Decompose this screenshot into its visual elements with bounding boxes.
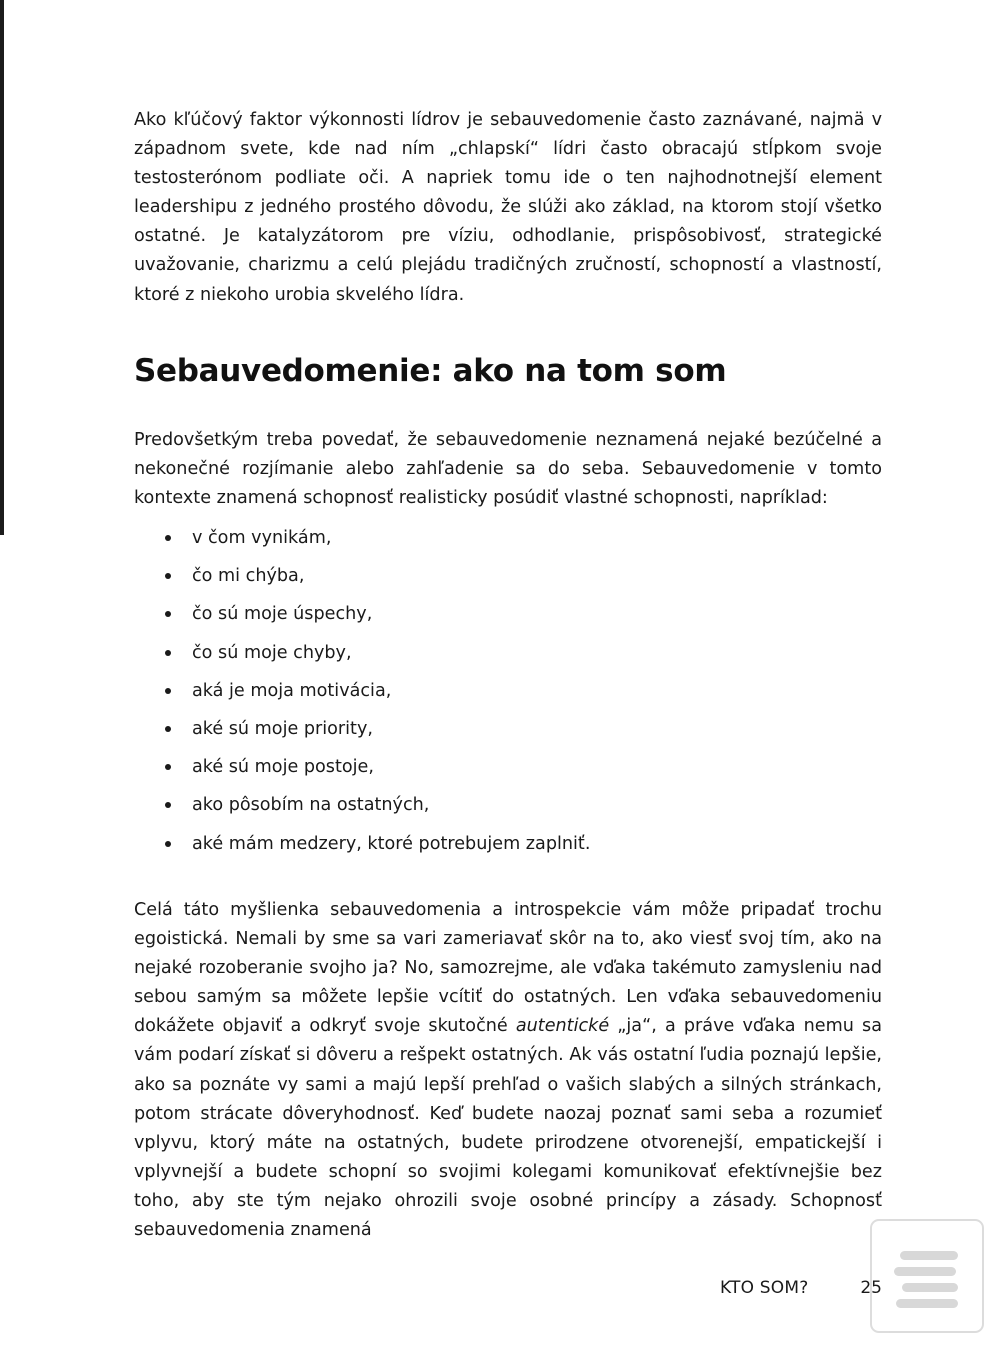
page-footer	[720, 1273, 882, 1303]
list-item-text: čo sú moje úspechy,	[192, 604, 373, 625]
book-stack-icon	[870, 1219, 984, 1333]
book-stack-bar-3	[902, 1283, 958, 1292]
definition-paragraph: Predovšetkým treba povedať, že sebauvedomenie neznamená nejaké bezúčelné a nekonečné rozjímanie alebo zahľadenie sa do seba. Sebauvedomenie v tomto kontexte znamená schopnosť realisticky posúdiť vlastné schopnosti, napríklad:	[134, 430, 882, 509]
bullet-icon	[165, 688, 171, 694]
list-item-text: čo mi chýba,	[192, 566, 305, 587]
list-item-text: aké sú moje priority,	[192, 718, 373, 739]
book-stack-bar-2	[894, 1267, 956, 1276]
list-item	[134, 523, 882, 561]
list-item	[134, 790, 882, 828]
list-item-text: aké sú moje postoje,	[192, 757, 374, 778]
running-title: KTO SOM?	[720, 1278, 809, 1298]
list-item	[134, 829, 882, 867]
list-item-text: aké mám medzery, ktoré potrebujem zaplniť.	[192, 833, 591, 854]
page-number: 25	[860, 1278, 882, 1298]
list-item-text: čo sú moje chyby,	[192, 642, 352, 663]
book-stack-bar-4	[896, 1299, 958, 1308]
list-item-text: aká je moja motivácia,	[192, 680, 392, 701]
list-item	[134, 638, 882, 676]
bullet-icon	[165, 841, 171, 847]
book-stack-bar-1	[900, 1251, 958, 1260]
bullet-icon	[165, 573, 171, 579]
bullet-icon	[165, 802, 171, 808]
discussion-text-start: Celá táto myšlienka sebauvedomenia a introspekcie vám môže pripadať trochu egoistická. Nemali by sme sa vari zameriavať skôr na to, ako viesť svoj tím, ako na nejaké rozoberanie svojho ja? No, samozrejme, ale vďaka takémuto zamysleniu nad sebou samým sa môžete lepšie vcítiť do ostatných. Len vďaka sebauvedomeniu dokážete objaviť a odkryť svoje skutočné	[134, 900, 882, 1037]
list-item	[134, 752, 882, 790]
list-item	[134, 676, 882, 714]
intro-paragraph: Ako kľúčový faktor výkonnosti lídrov je sebauvedomenie často zaznávané, najmä v západnom svete, kde nad ním „chlapskí“ lídri často obracajú stĺpkom svoje testosterónom podliate oči. A napriek tomu ide o ten najhodnotnejší element leadershipu z jedného prostého dôvodu, že slúži ako základ, na ktorom stojí všetko ostatné. Je katalyzátorom pre víziu, odhodlanie, prispôsobivosť, strategické uvažovanie, charizmu a celú plejádu tradičných zručností, schopností a vlastností, ktoré z niekoho urobia skvelého lídra.	[134, 110, 882, 305]
bullet-icon	[165, 611, 171, 617]
bullet-icon	[165, 650, 171, 656]
list-item	[134, 561, 882, 599]
self-assessment-list	[134, 523, 882, 867]
page-spine-shadow	[0, 0, 4, 535]
emphasis-authentic: autentické	[515, 1016, 610, 1037]
bullet-icon	[165, 764, 171, 770]
list-item	[134, 714, 882, 752]
list-item	[134, 599, 882, 637]
discussion-text-end: „ja“, a práve vďaka nemu sa vám podarí získať si dôveru a rešpekt ostatných. Ak vás ostatní ľudia poznajú lepšie, ako sa poznáte vy sami a majú lepší prehľad o vašich slabých a silných stránkach, potom strácate dôveryhodnosť. Keď budete naozaj poznať sami seba a rozumieť vplyvu, ktorý máte na ostatných, budete prirodzene otvorenejší, empatickejší i vplyvnejší a budete schopní so svojimi kolegami komunikovať efektívnejšie bez toho, aby ste tým nejako ohrozili svoje osobné princípy a zásady. Schopnosť sebauvedomenia znamená	[134, 1016, 882, 1241]
list-item-text: v čom vynikám,	[192, 528, 332, 548]
bullet-icon	[165, 726, 171, 732]
list-item-text: ako pôsobím na ostatných,	[192, 795, 430, 816]
section-heading: Sebauvedomenie: ako na tom som	[134, 353, 727, 389]
discussion-paragraph	[134, 896, 882, 1245]
bullet-icon	[165, 535, 171, 541]
